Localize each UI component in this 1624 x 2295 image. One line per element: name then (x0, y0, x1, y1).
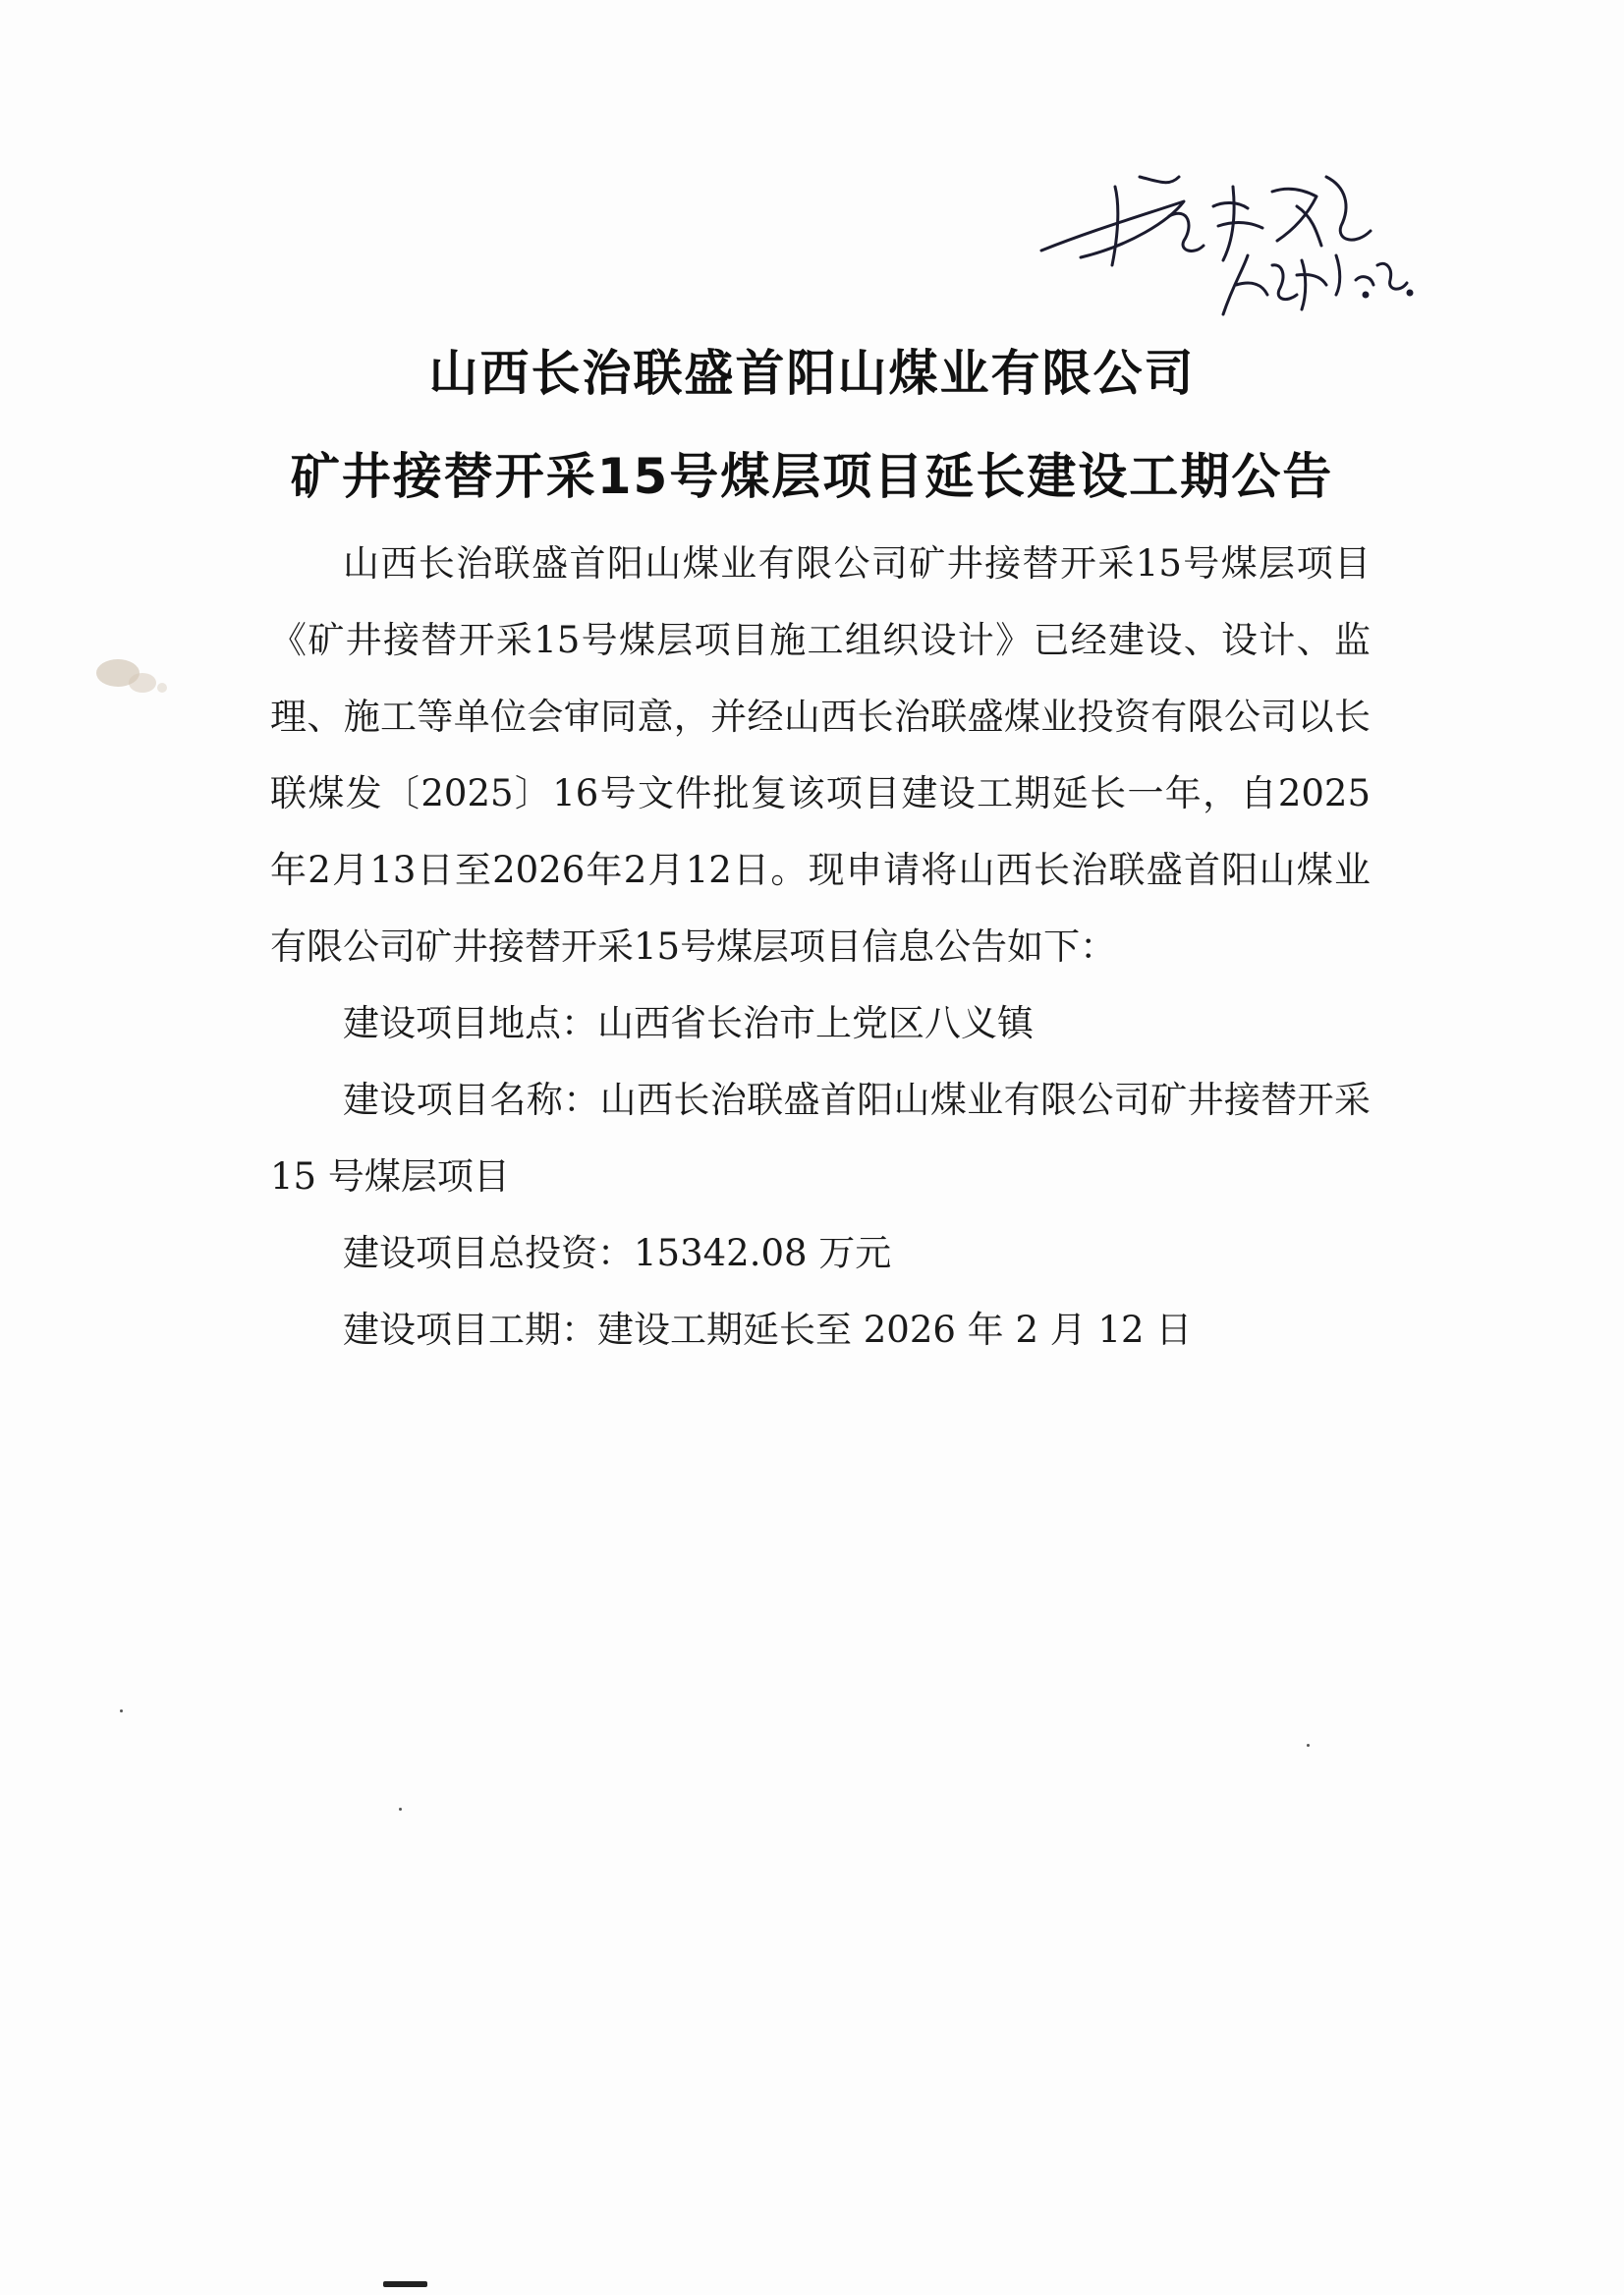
project-name: 建设项目名称：山西长治联盛首阳山煤业有限公司矿井接替开采 15 号煤层项目 (270, 1079, 1371, 1198)
scan-speck (120, 1709, 123, 1712)
project-period: 建设项目工期：建设工期延长至 2026 年 2 月 12 日 (343, 1309, 1193, 1351)
document-title-line-1: 山西长治联盛首阳山煤业有限公司 (428, 345, 1196, 402)
scan-speck (1307, 1744, 1310, 1747)
announcement-body (270, 526, 1371, 1369)
project-investment: 建设项目总投资：15342.08 万元 (343, 1232, 892, 1274)
handwritten-signature (1022, 147, 1434, 324)
document-title-line-2: 矿井接替开采15号煤层项目延长建设工期公告 (290, 448, 1334, 505)
paper-stain (88, 648, 177, 707)
project-location: 建设项目地点：山西省长治市上党区八义镇 (343, 1002, 1034, 1044)
scan-edge-mark (383, 2281, 427, 2287)
intro-paragraph: 山西长治联盛首阳山煤业有限公司矿井接替开采15号煤层项目《矿井接替开采15号煤层项目施工组织设计》已经建设、设计、监理、施工等单位会审同意，并经山西长治联盛煤业投资有限公司以长联煤发〔2025〕16号文件批复该项目建设工期延长一年，自2025年2月13日至2026年2月12日。现申请将山西长治联盛首阳山煤业有限公司矿井接替开采15号煤层项目信息公告如下： (270, 542, 1371, 968)
scan-speck (399, 1808, 402, 1811)
